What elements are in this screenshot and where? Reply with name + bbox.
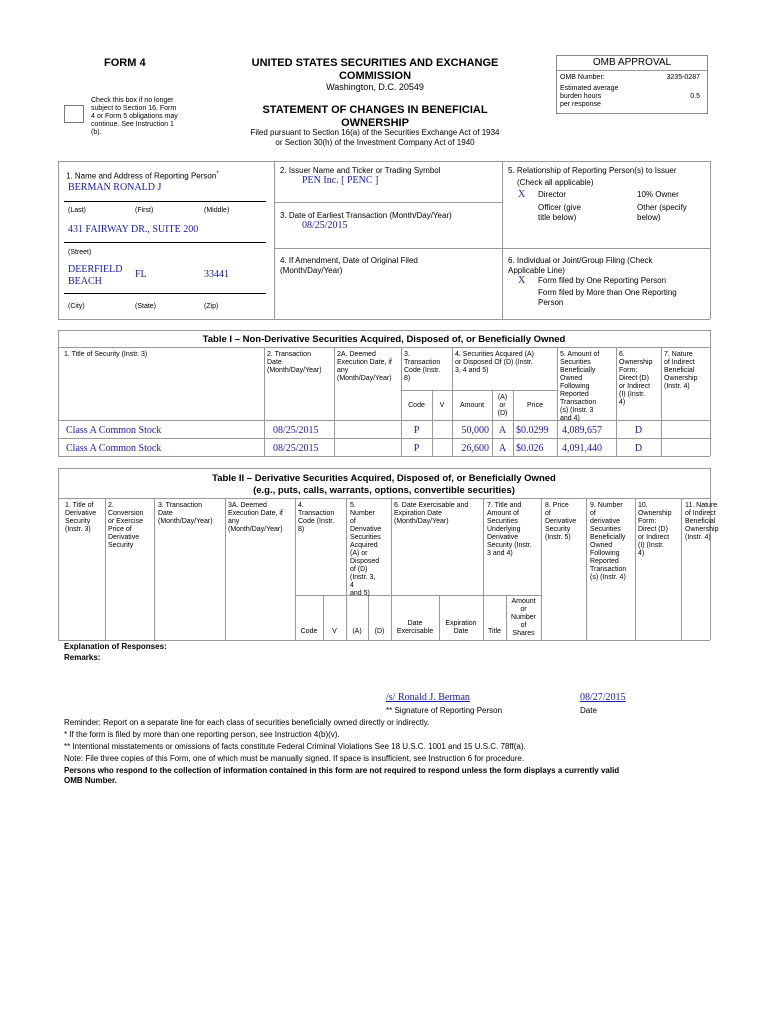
filing-one-mark[interactable]: X — [518, 275, 526, 286]
filing-label: 6. Individual or Joint/Group Filing (Check Applicable Line) — [508, 256, 653, 275]
last-label: (Last) — [68, 207, 86, 214]
reporting-person-name: BERMAN RONALD J — [68, 182, 162, 193]
t1-row1-form: D — [634, 425, 643, 436]
earliest-transaction-label: 3. Date of Earliest Transaction (Month/Day/Year) — [280, 211, 452, 220]
t1-h-deemed: 2A. Deemed Execution Date, if any (Month/Day/Year) — [337, 351, 392, 382]
t2-h-nature: 11. Nature of Indirect Beneficial Ownership (Instr. 4) — [685, 502, 719, 541]
t1-row1-date: 08/25/2015 — [273, 425, 319, 436]
t1-row2-a-or-d: A — [498, 443, 507, 454]
reporting-person-label — [66, 169, 219, 182]
t1-sub-a-or-d: (A) or (D) — [497, 394, 508, 417]
zip: 33441 — [204, 269, 229, 280]
t2-h-title: 1. Title of Derivative Security (Instr. 3) — [65, 502, 97, 533]
t2-h-owned: 9. Number of derivative Securities Beneficially Owned Following Reported Transaction (s) (Instr. 4) — [590, 502, 627, 581]
t1-row2-amount: 26,600 — [461, 443, 489, 454]
t1-h-nature: 7. Nature of Indirect Beneficial Ownership (Instr. 4) — [664, 351, 698, 390]
statement-title-line-1: STATEMENT OF CHANGES IN BENEFICIAL — [262, 104, 488, 116]
remarks-label: Remarks: — [64, 653, 101, 662]
t1-row1-a-or-d: A — [498, 425, 507, 436]
t2-h-exercisable: 6. Date Exercisable and Expiration Date (Month/Day/Year) — [394, 502, 469, 525]
relationship-label: 5. Relationship of Reporting Person(s) to Issuer — [508, 166, 677, 175]
t2-h-code: 4. Transaction Code (Instr. 8) — [298, 502, 335, 533]
t2-sub-exercisable: Date Exercisable — [396, 620, 434, 635]
t1-row1-code: P — [413, 425, 420, 436]
table1-title: Table I – Non-Derivative Securities Acquired, Disposed of, or Beneficially Owned — [202, 334, 566, 345]
state: FL — [135, 269, 147, 280]
explanation-label: Explanation of Responses: — [64, 642, 167, 651]
director-mark[interactable]: X — [518, 189, 526, 200]
section16-checkbox[interactable] — [64, 105, 84, 123]
filing-one-person: Form filed by One Reporting Person — [538, 276, 667, 285]
relationship-check-all: (Check all applicable) — [517, 178, 594, 187]
t2-h-date: 3. Transaction Date (Month/Day/Year) — [158, 502, 213, 525]
filed-line-2: or Section 30(h) of the Investment Company Act of 1940 — [275, 138, 475, 147]
t1-row2-date: 08/25/2015 — [273, 443, 319, 454]
note-multiple-persons: * If the form is filed by more than one reporting person, see Instruction 4(b)(v). — [64, 730, 340, 739]
t2-h-form: 10. Ownership Form: Direct (D) or Indirect (I) (Instr. 4) — [638, 502, 672, 557]
amendment-label: 4. If Amendment, Date of Original Filed (Month/Day/Year) — [280, 256, 418, 275]
earliest-transaction-value: 08/25/2015 — [302, 220, 348, 231]
filed-line-1: Filed pursuant to Section 16(a) of the Securities Exchange Act of 1934 — [250, 128, 500, 137]
t2-h-deemed: 3A. Deemed Execution Date, if any (Month/Day/Year) — [228, 502, 283, 533]
t1-h-form: 6. Ownership Form: Direct (D) or Indirect (I) (Instr. 4) — [619, 351, 653, 406]
section16-text: Check this box if no longer subject to Section 16. Form 4 or Form 5 obligations may continue. See Instruction 1 (b). — [91, 97, 178, 136]
omb-number-value: 3235-0287 — [666, 74, 700, 81]
t2-h-underlying: 7. Title and Amount of Securities Underlying Derivative Security (Instr. 3 and 4) — [487, 502, 532, 557]
issuer-value: PEN Inc. [ PENC ] — [302, 175, 379, 186]
state-label: (State) — [135, 303, 157, 310]
table2-title-line-2: (e.g., puts, calls, warrants, options, convertible securities) — [253, 485, 515, 496]
note-omb-requirement: Persons who respond to the collection of information contained in this form are not required to respond unless the form displays a currently valid OMB Number. — [64, 766, 620, 785]
zip-label: (Zip) — [204, 303, 219, 310]
t1-sub-code: Code — [408, 402, 425, 409]
reminder: Reminder: Report on a separate line for each class of securities beneficially owned directly or indirectly. — [64, 718, 430, 727]
t1-h-code: 3. Transaction Code (Instr. 8) — [404, 351, 441, 382]
date-label: Date — [580, 706, 597, 715]
issuer-label: 2. Issuer Name and Ticker or Trading Symbol — [280, 166, 441, 175]
street-address: 431 FAIRWAY DR., SUITE 200 — [68, 224, 199, 235]
t1-h-acquired: 4. Securities Acquired (A) or Disposed Of (D) (Instr. 3, 4 and 5) — [455, 351, 534, 374]
t2-sub-v: V — [332, 628, 337, 635]
statement-title-line-2: OWNERSHIP — [341, 117, 409, 129]
note-three-copies: Note: File three copies of this Form, one of which must be manually signed. If space is insufficient, see Instruction 6 for procedure. — [64, 754, 525, 763]
filed-pursuant — [205, 128, 545, 148]
agency-line-1: UNITED STATES SECURITIES AND EXCHANGE — [251, 57, 499, 69]
omb-burden-label: Estimated average burden hours per response — [560, 85, 619, 108]
t1-row2-owned: 4,091,440 — [562, 443, 602, 454]
officer-label: Officer (give title below) — [538, 203, 581, 222]
t1-sub-price: Price — [527, 402, 543, 409]
t1-row2-price: $0.026 — [516, 443, 544, 454]
agency-location: Washington, D.C. 20549 — [326, 82, 424, 92]
reporting-person-asterisk: * — [216, 171, 219, 177]
agency-name — [205, 57, 545, 83]
signature-label: ** Signature of Reporting Person — [386, 706, 503, 715]
t2-h-price: 8. Price of Derivative Security (Instr. 5) — [545, 502, 577, 541]
city-label: (City) — [68, 303, 85, 310]
signature: /s/ Ronald J. Berman — [386, 692, 470, 703]
t1-row1-title: Class A Common Stock — [66, 425, 162, 436]
first-label: (First) — [135, 207, 154, 214]
t2-sub-d: (D) — [374, 628, 385, 635]
omb-burden-value: 0.5 — [690, 93, 700, 100]
t1-row2-code: P — [413, 443, 420, 454]
signature-date: 08/27/2015 — [580, 692, 626, 703]
t1-sub-v: V — [439, 402, 445, 409]
t2-sub-title: Title — [488, 628, 501, 635]
statement-title — [215, 104, 535, 130]
middle-label: (Middle) — [204, 207, 230, 214]
ten-percent-owner-label: 10% Owner — [637, 190, 679, 199]
t1-h-title: 1. Title of Security (Instr. 3) — [64, 351, 148, 358]
t2-h-number: 5. Number of Derivative Securities Acquired (A) or Disposed of (D) (Instr. 3, 4 and 5) — [350, 502, 382, 597]
director-label: Director — [538, 190, 567, 199]
t1-h-owned: 5. Amount of Securities Beneficially Owned Following Reported Transaction (s) (Instr. 3 and 4) — [560, 351, 600, 422]
t1-sub-amount: Amount — [459, 402, 485, 409]
table2-title-line-1: Table II – Derivative Securities Acquired, Disposed of, or Beneficially Owned — [212, 473, 556, 484]
t1-row1-amount: 50,000 — [461, 425, 489, 436]
street-label: (Street) — [68, 249, 92, 256]
t2-sub-a: (A) — [352, 628, 362, 635]
reporting-person-label-text: 1. Name and Address of Reporting Person — [66, 171, 217, 181]
t1-h-date: 2. Transaction Date (Month/Day/Year) — [267, 351, 322, 374]
t1-row2-title: Class A Common Stock — [66, 443, 162, 454]
t2-sub-amount: Amount or Number of Shares — [511, 598, 536, 637]
note-misstatements: ** Intentional misstatements or omissions of facts constitute Federal Criminal Violations See 18 U.S.C. 1001 and 15 U.S.C. 78ff(a). — [64, 742, 526, 751]
t1-row1-price: $0.0299 — [516, 425, 549, 436]
city: DEERFIELD BEACH — [68, 264, 123, 287]
form-title: FORM 4 — [104, 57, 146, 69]
t1-row2-form: D — [634, 443, 643, 454]
other-label: Other (specify below) — [637, 203, 687, 222]
t2-h-conversion: 2. Conversion or Exercise Price of Derivative Security — [108, 502, 144, 549]
omb-title: OMB APPROVAL — [592, 57, 672, 68]
filing-more-persons: Form filed by More than One Reporting Person — [538, 288, 677, 307]
agency-line-2: COMMISSION — [338, 70, 412, 82]
omb-number-label: OMB Number: — [560, 74, 605, 81]
table2-title — [58, 473, 710, 497]
t2-sub-code: Code — [300, 628, 318, 635]
t1-row1-owned: 4,089,657 — [562, 425, 602, 436]
t2-sub-expiration: Expiration Date — [445, 620, 477, 635]
